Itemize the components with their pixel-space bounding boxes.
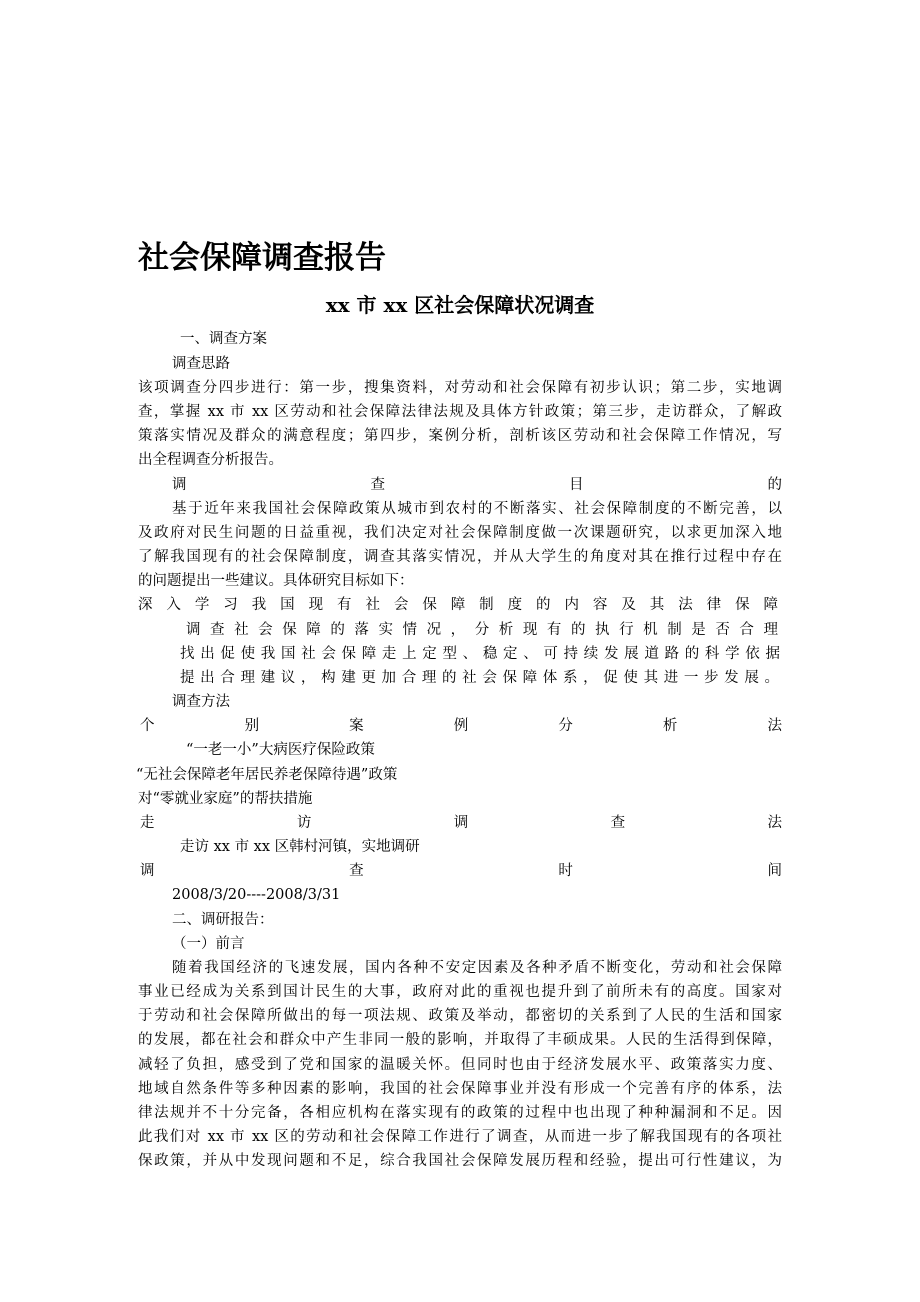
spread-char: 调 [140,863,155,879]
spread-char: 个 [140,718,155,734]
spread-char: 调 [172,477,187,493]
paragraph-line: 该项调查分四步进行：第一步，搜集资料，对劳动和社会保障有初步认识；第二步，实地调 [138,380,782,396]
goal-item: 深入学习我国现有社会保障制度的内容及其法律保障 [138,597,782,613]
spread-char: 访 [296,815,312,831]
spread-char: 的 [767,477,782,493]
section-heading-report: 二、调研报告： [172,912,274,928]
paragraph-line: 策落实情况及群众的满意程度；第四步，案例分析，剖析该区劳动和社会保障工作情况，写 [138,428,782,444]
subheading-thinking: 调查思路 [172,356,230,372]
paragraph-line: 事业已经成为关系到国计民生的大事，政府对此的重视也提升到了前所未有的高度。国家对 [138,984,782,1000]
paragraph-line: 地域自然条件等多种因素的影响，我国的社会保障事业并没有形成一个完善有序的体系，法 [138,1081,782,1097]
subheading-method: 调查方法 [172,694,230,710]
paragraph-line: 基于近年来我国社会保障政策从城市到农村的不断落实、社会保障制度的不断完善，以 [172,501,782,517]
spread-char: 查 [349,863,364,879]
paragraph-line: 于劳动和社会保障所做出的每一项法规、政策及举动，都密切的关系到了人民的生活和国家 [138,1008,782,1024]
spread-char: 查 [610,815,626,831]
spread-char: 法 [767,718,782,734]
subheading-case-analysis [140,715,782,737]
spread-char: 例 [453,718,469,734]
goal-item: 提出合理建议，构建更加合理的社会保障体系，促使其进一步发展。 [180,670,782,686]
case-item: “无社会保障老年居民养老保障待遇”政策 [136,767,398,783]
spread-char: 时 [558,863,573,879]
spread-char: 案 [349,718,364,734]
paragraph-line: 随着我国经济的飞速发展，国内各种不安定因素及各种矛盾不断变化，劳动和社会保障 [172,960,782,976]
goal-item: 找出促使我国社会保障走上定型、稳定、可持续发展道路的科学依据 [180,646,782,662]
paragraph-line: 保政策，并从中发现问题和不足，综合我国社会保障发展历程和经验，提出可行性建议，为 [138,1153,782,1169]
goal-item: 调查社会保障的落实情况，分析现有的执行机制是否合理 [186,622,782,638]
subheading-time [140,860,782,882]
spread-char: 走 [140,815,155,831]
page-title: 社会保障调查报告 [138,240,386,276]
subtitle: xx 市 xx 区社会保障状况调查 [325,293,595,317]
spread-char: 间 [767,863,782,879]
spread-char: 调 [453,815,469,831]
paragraph-line: 的问题提出一些建议。具体研究目标如下： [138,573,414,589]
case-item: “一老一小”大病医疗保险政策 [186,742,375,758]
visit-text: 走访 xx 市 xx 区韩村河镇，实地调研 [180,839,420,855]
spread-char: 目 [569,477,584,493]
paragraph-line: 减轻了负担，感受到了党和国家的温暖关怀。但同时也由于经济发展水平、政策落实力度、 [138,1057,782,1073]
section-heading-plan: 一、调查方案 [180,331,267,347]
case-item: 对“零就业家庭”的帮扶措施 [138,791,313,807]
paragraph-line: 出全程调查分析报告。 [138,452,283,468]
spread-char: 法 [767,815,782,831]
paragraph-line: 律法规并不十分完备，各相应机构在落实现有的政策的过程中也出现了种种漏洞和不足。因 [138,1105,782,1121]
paragraph-line: 及政府对民生问题的日益重视，我们决定对社会保障制度做一次课题研究，以求更加深入地 [138,525,782,541]
subheading-purpose [172,474,782,496]
spread-char: 查 [370,477,385,493]
subheading-visit [140,812,782,834]
paragraph-line: 的发展，都在社会和群众中产生非同一般的影响，并取得了丰硕成果。人民的生活得到保障， [138,1032,782,1048]
paragraph-line: 此我们对 xx 市 xx 区的劳动和社会保障工作进行了调查，从而进一步了解我国现有的各项社 [138,1129,782,1145]
spread-char: 分 [558,718,573,734]
subheading-preface: （一）前言 [172,936,245,952]
paragraph-line: 了解我国现有的社会保障制度，调查其落实情况，并从大学生的角度对其在推行过程中存在 [138,549,782,565]
spread-char: 析 [662,718,678,734]
paragraph-line: 查，掌握 xx 市 xx 区劳动和社会保障法律法规及具体方针政策；第三步，走访群众，了解政 [138,404,782,420]
time-range: 2008/3/20----2008/3/31 [172,887,341,903]
spread-char: 别 [244,718,260,734]
